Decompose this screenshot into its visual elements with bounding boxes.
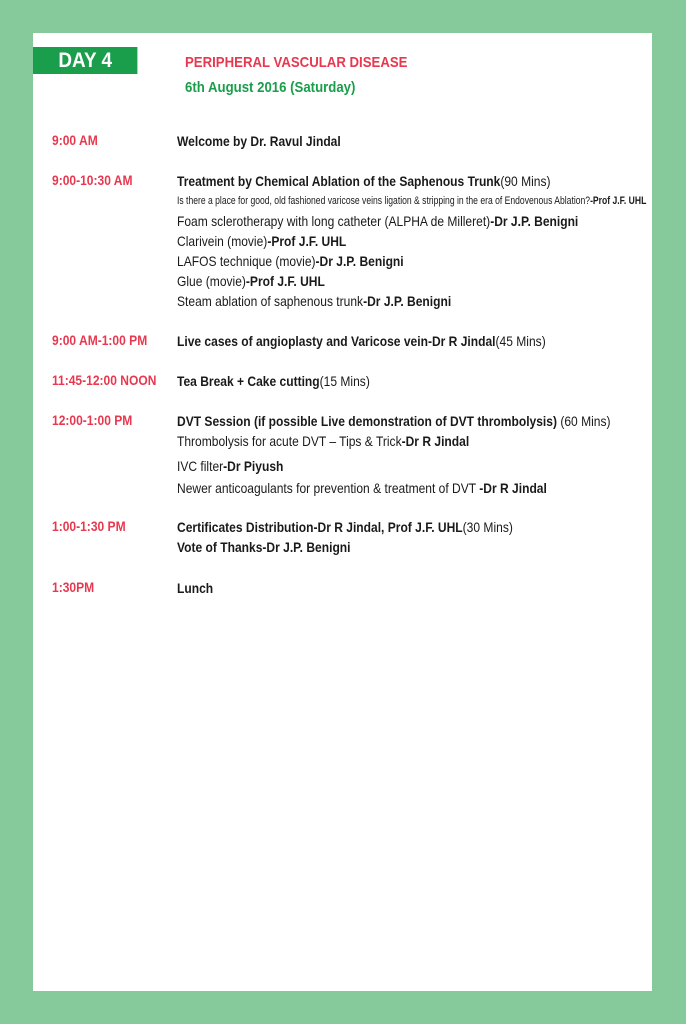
schedule-content [177,131,647,151]
agenda-title: Tea Break + Cake cutting [177,373,320,389]
schedule-content [177,371,647,391]
agenda-title: Vote of Thanks [177,539,263,555]
agenda-line [177,431,581,451]
agenda-line [177,171,581,191]
agenda-line [177,131,581,151]
agenda-title: Certificates Distribution [177,519,314,535]
agenda-speaker: -Prof J.F. UHL [590,195,647,207]
schedule-content [177,578,647,598]
agenda-duration: (90 Mins) [500,173,551,189]
agenda-line [177,411,611,431]
schedule-content [177,171,647,311]
schedule-content [177,331,647,351]
agenda-speaker: -Dr R Jindal [479,480,547,496]
agenda-title: Lunch [177,580,214,596]
agenda-speaker: -Prof J.F. UHL [245,273,325,289]
agenda-line [177,291,581,311]
agenda-topic: LAFOS technique (movie) [177,253,316,269]
agenda-line [177,191,647,211]
program-page [33,33,652,991]
agenda-title: DVT Session (if possible Live demonstration of DVT thrombolysis) [177,413,557,429]
day-badge: DAY 4 [33,47,137,74]
agenda-speaker: -Dr J.P. Benigni [490,213,579,229]
agenda-line [177,537,581,557]
agenda-speaker: -Dr J.P. Benigni [262,539,351,555]
schedule-time: 1:30PM [52,579,95,595]
agenda-speaker: -Dr R Jindal [401,433,470,449]
session-date: 6th August 2016 (Saturday) [185,79,356,96]
agenda-line [177,478,581,498]
schedule-time: 1:00-1:30 PM [52,518,126,534]
agenda-speaker: -Dr Piyush [223,458,284,474]
agenda-title: Welcome by Dr. Ravul Jindal [177,133,341,149]
agenda-speaker: -Dr J.P. Benigni [363,293,452,309]
agenda-topic: Is there a place for good, old fashioned varicose veins ligation & stripping in the era of Endovenous Ablation? [177,195,591,207]
agenda-line [177,251,581,271]
agenda-speaker: -Prof J.F. UHL [267,233,347,249]
schedule-content [177,411,647,498]
agenda-speaker: -Dr R Jindal, Prof J.F. UHL [313,519,463,535]
agenda-line [177,211,581,231]
agenda-line [177,271,581,291]
agenda-topic: Clarivein (movie) [177,233,268,249]
agenda-topic: IVC filter [177,458,224,474]
schedule-time: 12:00-1:00 PM [52,412,133,428]
agenda-duration: (60 Mins) [560,413,611,429]
agenda-topic: Foam sclerotherapy with long catheter (ALPHA de Milleret) [177,213,491,229]
agenda-duration: (45 Mins) [495,333,546,349]
agenda-duration: (15 Mins) [319,373,370,389]
agenda-topic: Thrombolysis for acute DVT – Tips & Trick [177,433,402,449]
agenda-title: Live cases of angioplasty and Varicose vein [177,333,428,349]
schedule-time: 9:00 AM-1:00 PM [52,332,148,348]
agenda-title: Treatment by Chemical Ablation of the Saphenous Trunk [177,173,501,189]
agenda-line [177,456,581,476]
schedule-time: 9:00 AM [52,132,98,148]
agenda-speaker: -Dr R Jindal [427,333,496,349]
agenda-topic: Glue (movie) [177,273,246,289]
agenda-line [177,371,581,391]
agenda-topic: Newer anticoagulants for prevention & treatment of DVT [177,480,476,496]
agenda-line [177,331,581,351]
schedule-time: 9:00-10:30 AM [52,172,133,188]
agenda-topic: Steam ablation of saphenous trunk [177,293,364,309]
session-title: PERIPHERAL VASCULAR DISEASE [185,54,408,71]
schedule-content [177,517,647,557]
agenda-line [177,578,581,598]
agenda-line [177,231,581,251]
agenda-duration: (30 Mins) [462,519,513,535]
agenda-speaker: -Dr J.P. Benigni [315,253,404,269]
schedule-time: 11:45-12:00 NOON [52,372,157,388]
agenda-line [177,517,581,537]
